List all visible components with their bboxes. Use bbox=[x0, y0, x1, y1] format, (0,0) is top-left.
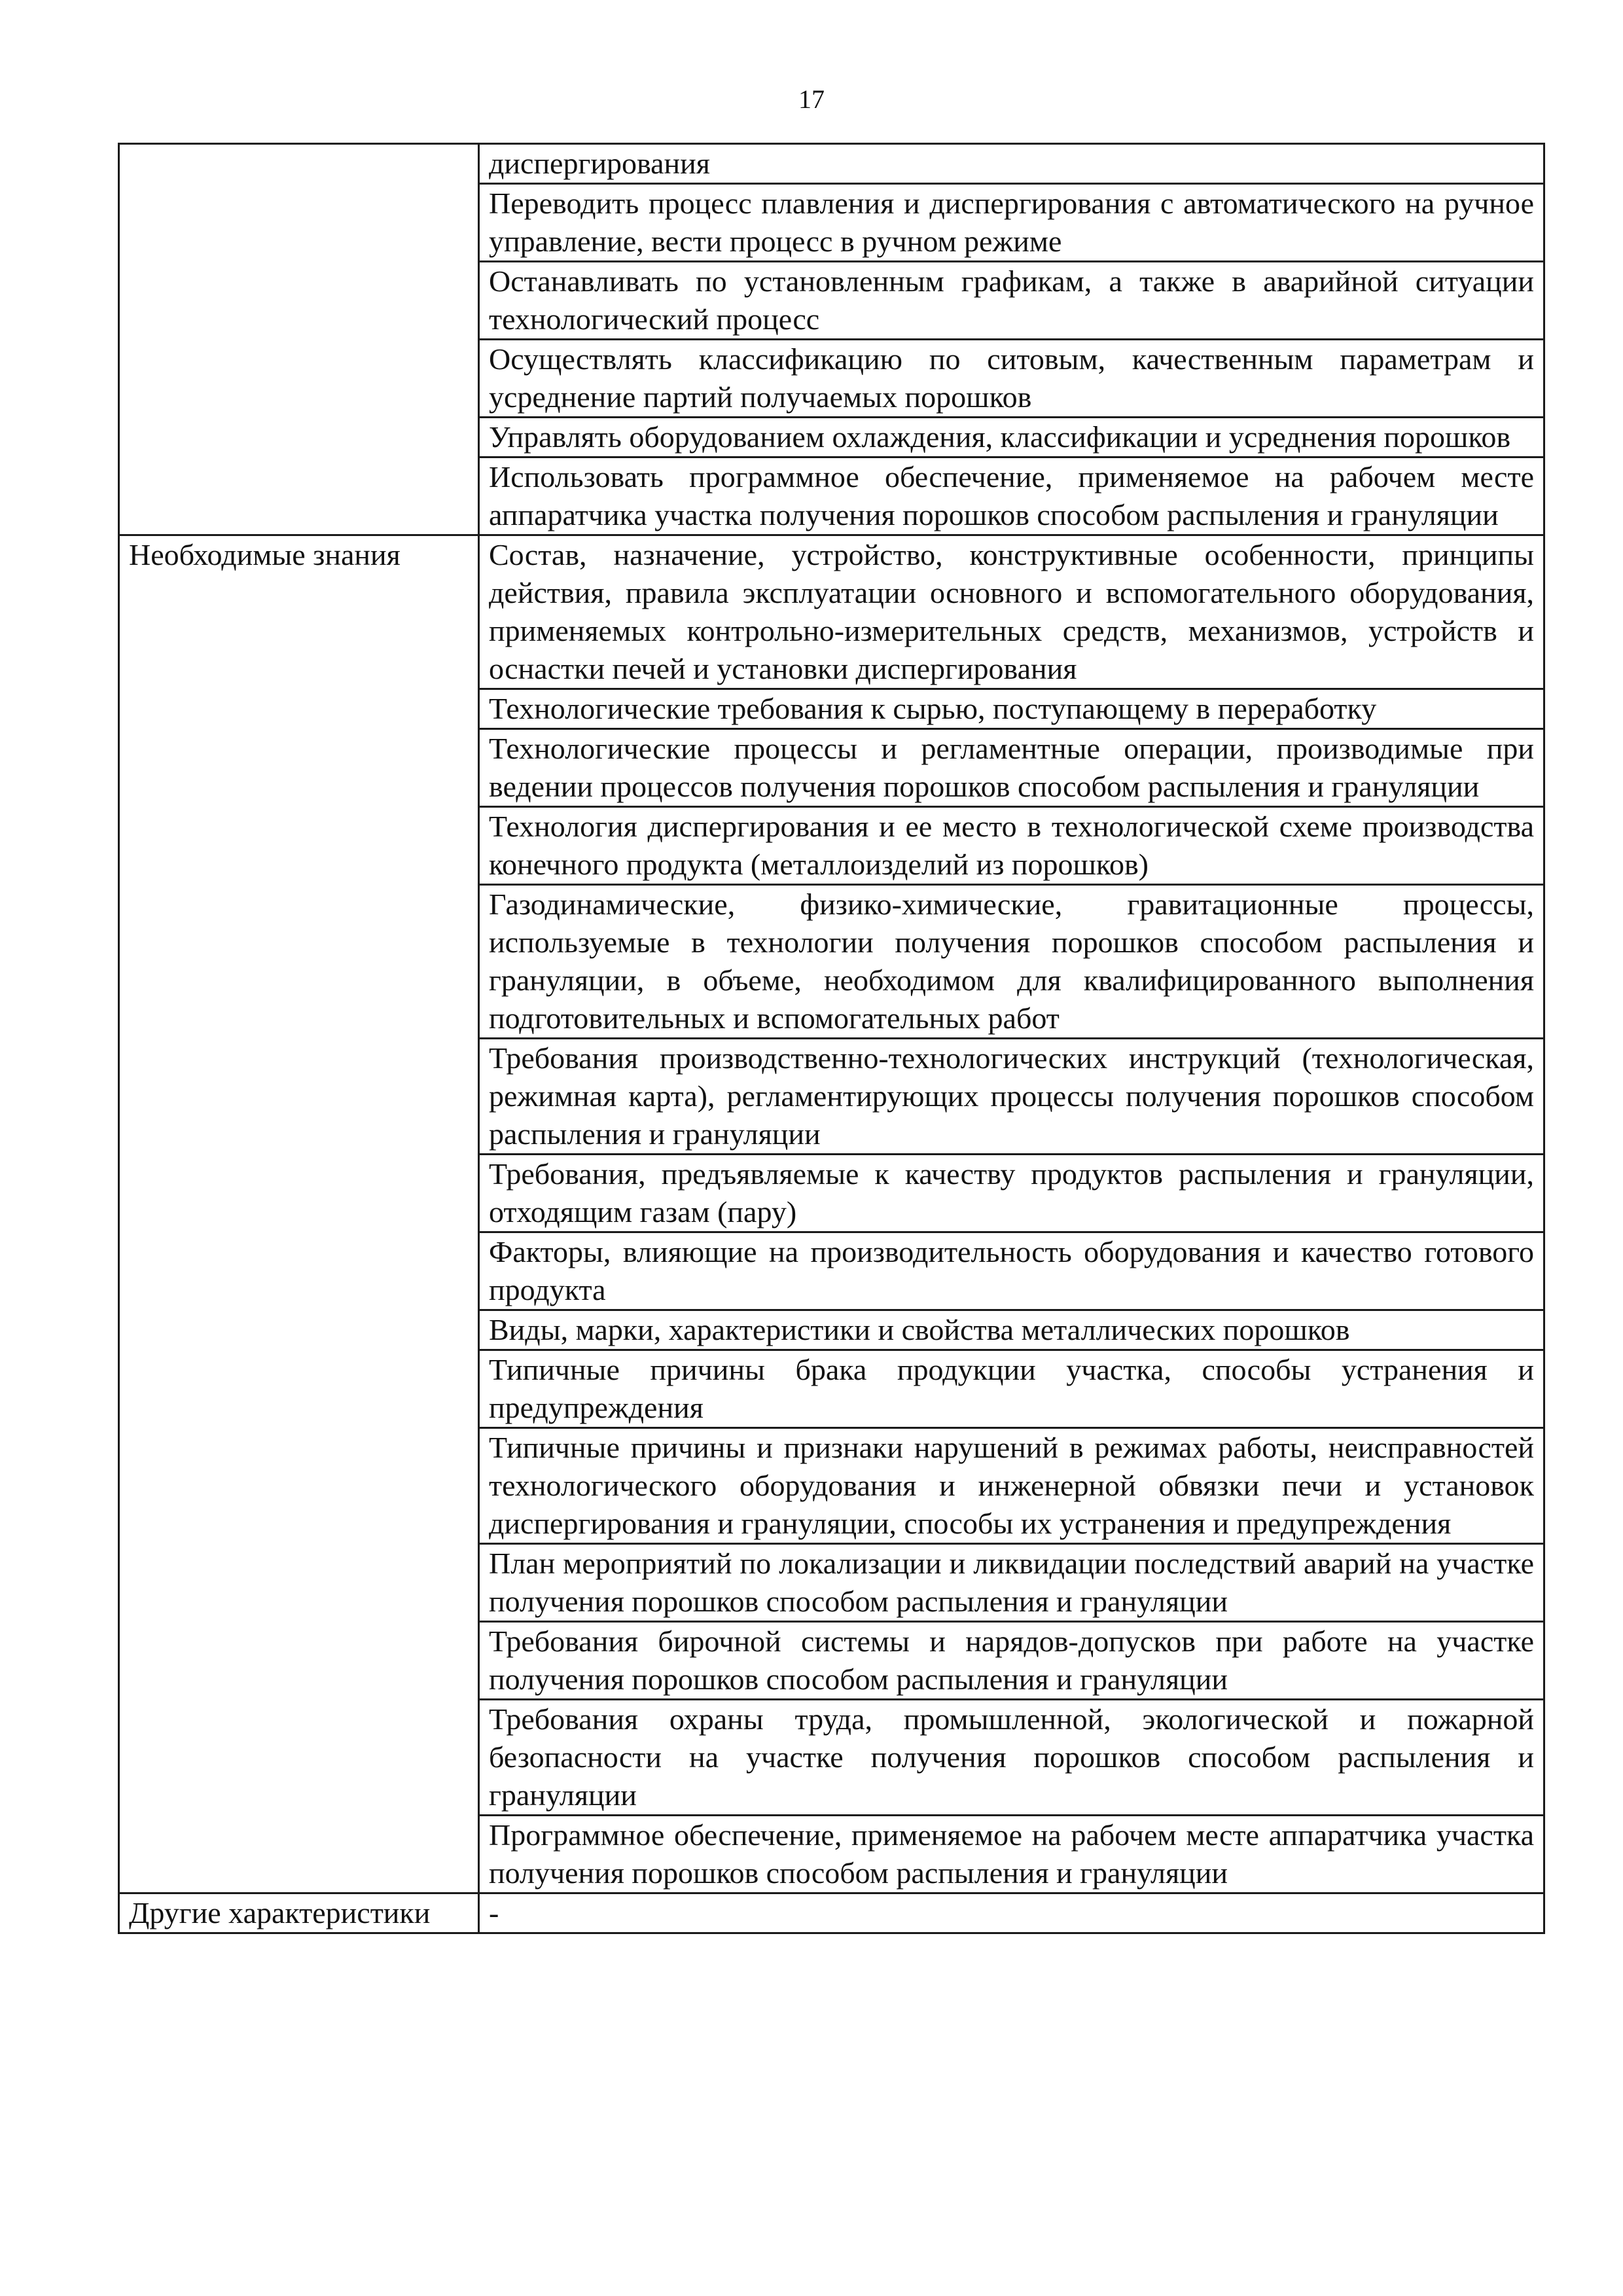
knowledge-label: Необходимые знания bbox=[119, 535, 479, 1893]
knowledge-item: Технологические процессы и регламентные операции, производимые при ведении процессов получения порошков способом распыления и грануляции bbox=[479, 729, 1544, 807]
knowledge-item: Факторы, влияющие на производительность оборудования и качество готового продукта bbox=[479, 1232, 1544, 1310]
table-row bbox=[119, 535, 1544, 689]
other-characteristics-label: Другие характеристики bbox=[119, 1893, 479, 1933]
knowledge-item: Газодинамические, физико-химические, гравитационные процессы, используемые в технологии получения порошков способом распыления и грануляции, в объеме, необходимом для квалифицированного выполнения подготовительных и вспомогательных работ bbox=[479, 885, 1544, 1039]
knowledge-item: Типичные причины и признаки нарушений в режимах работы, неисправностей технологического оборудования и инженерной обвязки печи и установок диспергирования и грануляции, способы их устранения и предупреждения bbox=[479, 1428, 1544, 1544]
table-row bbox=[119, 144, 1544, 184]
knowledge-item: Требования производственно-технологических инструкций (технологическая, режимная карта), регламентирующих процессы получения порошков способом распыления и грануляции bbox=[479, 1039, 1544, 1155]
ability-item: Использовать программное обеспечение, применяемое на рабочем месте аппаратчика участка получения порошков способом распыления и грануляции bbox=[479, 457, 1544, 535]
knowledge-item: Требования бирочной системы и нарядов-допусков при работе на участке получения порошков способом распыления и грануляции bbox=[479, 1622, 1544, 1700]
ability-item: Переводить процесс плавления и диспергирования с автоматического на ручное управление, вести процесс в ручном режиме bbox=[479, 184, 1544, 262]
knowledge-item: Состав, назначение, устройство, конструктивные особенности, принципы действия, правила эксплуатации основного и вспомогательного оборудования, применяемых контрольно-измерительных средств, механизмов, устройств и оснастки печей и установки диспергирования bbox=[479, 535, 1544, 689]
knowledge-item: Требования охраны труда, промышленной, экологической и пожарной безопасности на участке получения порошков способом распыления и грануляции bbox=[479, 1700, 1544, 1816]
ability-item: Осуществлять классификацию по ситовым, качественным параметрам и усреднение партий получаемых порошков bbox=[479, 340, 1544, 418]
abilities-label-cell bbox=[119, 144, 479, 535]
ability-item: Останавливать по установленным графикам, а также в аварийной ситуации технологический процесс bbox=[479, 262, 1544, 340]
knowledge-item: Требования, предъявляемые к качеству продуктов распыления и грануляции, отходящим газам (пару) bbox=[479, 1155, 1544, 1232]
qualification-table bbox=[118, 143, 1545, 1934]
page-number: 17 bbox=[798, 84, 825, 114]
knowledge-item: План мероприятий по локализации и ликвидации последствий аварий на участке получения порошков способом распыления и грануляции bbox=[479, 1544, 1544, 1622]
knowledge-item: Технологические требования к сырью, поступающему в переработку bbox=[479, 689, 1544, 729]
other-characteristics-value: - bbox=[479, 1893, 1544, 1933]
knowledge-item: Виды, марки, характеристики и свойства металлических порошков bbox=[479, 1310, 1544, 1350]
ability-item: диспергирования bbox=[479, 144, 1544, 184]
ability-item: Управлять оборудованием охлаждения, классификации и усреднения порошков bbox=[479, 418, 1544, 457]
knowledge-item: Программное обеспечение, применяемое на рабочем месте аппаратчика участка получения порошков способом распыления и грануляции bbox=[479, 1816, 1544, 1893]
table-row bbox=[119, 1893, 1544, 1933]
knowledge-item: Технология диспергирования и ее место в технологической схеме производства конечного продукта (металлоизделий из порошков) bbox=[479, 807, 1544, 885]
knowledge-item: Типичные причины брака продукции участка, способы устранения и предупреждения bbox=[479, 1350, 1544, 1428]
